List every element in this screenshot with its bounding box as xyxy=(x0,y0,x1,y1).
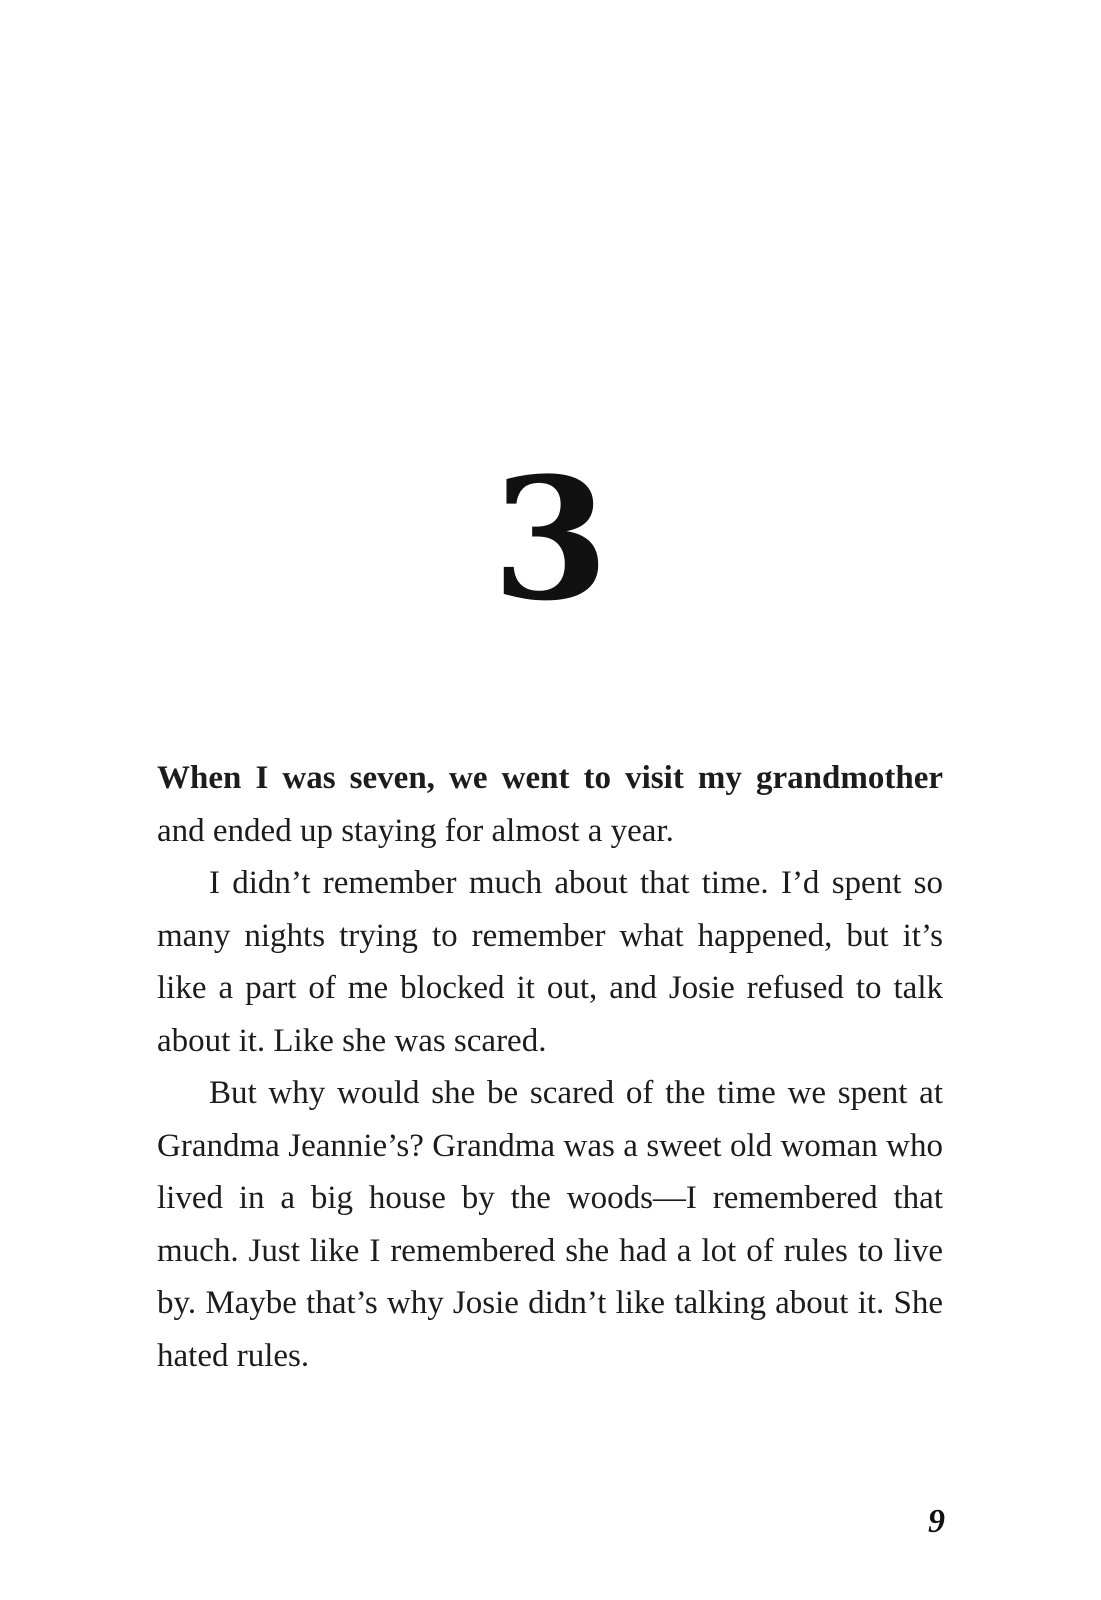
paragraph-2 xyxy=(157,857,943,1067)
paragraph-text: and ended up staying for almost a year. xyxy=(157,812,674,849)
paragraph-text: But why would she be scared of the time we spent at Grandma Jeannie’s? Grandma was a sweet old woman who lived in a big house by the woods—I remembered that much. Just like I remembered she had a lot of rules to live by. Maybe that’s why Josie didn’t like talking about it. She hated rules. xyxy=(157,1075,943,1374)
paragraph-1 xyxy=(157,752,943,857)
paragraph-text: I didn’t remember much about that time. I’d spent so many nights trying to remember what happened, but it’s like a part of me blocked it out, and Josie refused to talk about it. Like she was scared. xyxy=(157,865,943,1059)
paragraph-lead-in: When I was seven, we went to visit my grandmother xyxy=(157,760,943,796)
paragraph-3 xyxy=(157,1067,943,1382)
page-number: 9 xyxy=(928,1503,945,1540)
chapter-body xyxy=(157,752,943,1382)
chapter-number: 3 xyxy=(492,440,609,638)
